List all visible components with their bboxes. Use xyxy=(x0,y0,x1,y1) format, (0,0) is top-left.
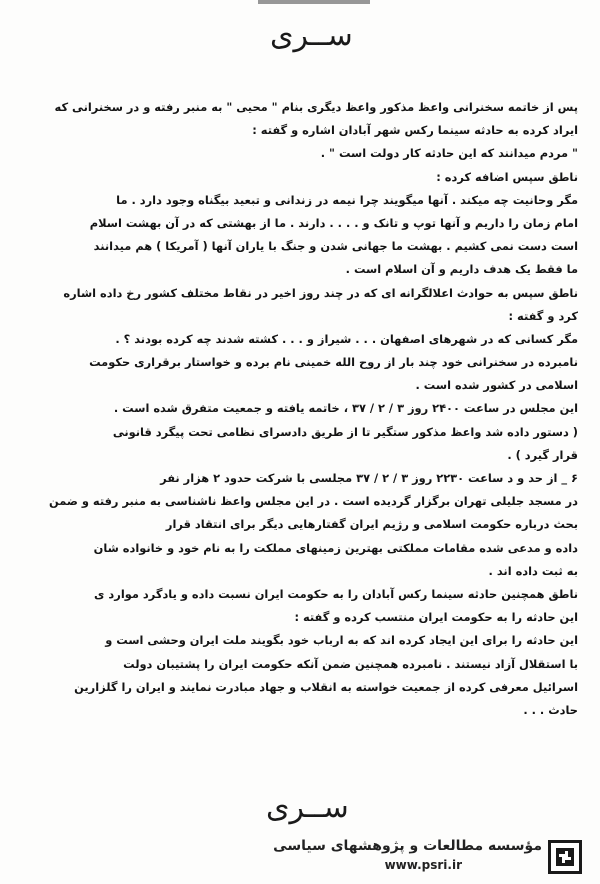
publisher-watermark xyxy=(273,838,582,878)
body-line: بحث درباره حکومت اسلامی و رژیم ایران گفتارهایی دیگر برای انتقاد قرار xyxy=(165,517,578,532)
body-line: " مردم میدانند که این حادثه کار دولت است " . xyxy=(320,146,578,161)
body-line: حادث . . . xyxy=(523,702,578,717)
publisher-name: مؤسسه مطالعات و پژوهشهای سیاسی xyxy=(273,838,542,854)
body-line: این مجلس در ساعت ۲۴۰۰ روز ۳ / ۲ / ۳۷ ، خاتمه یافته و جمعیت متفرق شده است . xyxy=(113,401,578,416)
body-line: ناطق سپس اضافه کرده : xyxy=(436,169,578,184)
body-line: مگر وحانیت چه میکند . آنها میگویند چرا نیمه در زندانی و تبعید بیگناه وجود دارد . ما xyxy=(116,192,578,207)
body-line: ما فقط یک هدف داریم و آن اسلام است . xyxy=(345,262,578,277)
publisher-url[interactable]: www.psri.ir xyxy=(384,858,462,872)
body-line: در مسجد جلیلی تهران برگزار گردیده است . در این مجلس واعظ ناشناسی به منبر رفته و ضمن xyxy=(49,494,578,509)
body-line: با استقلال آزاد نیستند . نامبرده همچنین ضمن آنکه حکومت ایران را پشتیبان دولت xyxy=(123,656,578,671)
body-line: به ثبت داده اند . xyxy=(488,563,578,578)
body-line: ( دستور داده شد واعظ مذکور ستگیر تا از طریق دادسرای نظامی تحت پیگرد قانونی xyxy=(112,424,578,439)
body-line: این حادثه را به حکومت ایران منتسب کرده و گفته : xyxy=(294,610,578,625)
body-line: نامبرده در سخنرانی خود چند بار از روح الله خمینی نام برده و خواستار برقراری حکومت xyxy=(89,355,578,370)
body-line: ناطق سپس به حوادث اعلالگرانه ای که در چند روز اخیر در نقاط مختلف کشور رخ داده اشاره xyxy=(63,285,578,300)
body-line: امام زمان را داریم و آنها توپ و تانک و . . . . دارند . ما از بهشتی که در آن بهشت اسلام xyxy=(89,215,578,230)
top-scan-mark xyxy=(258,0,370,4)
psri-logo-icon xyxy=(548,840,582,874)
header-classification-stamp: ســری xyxy=(270,18,353,53)
body-line: مگر کسانی که در شهرهای اصفهان . . . شیراز و . . . کشته شدند چه کرده بودند ؟ . xyxy=(115,331,578,346)
footer-classification-stamp: ســری xyxy=(266,790,349,825)
document-body xyxy=(30,96,578,722)
body-line: است دست نمی کشیم . بهشت ما جهانی شدن و جنگ با یاران آنها ( آمریکا ) هم میدانند xyxy=(93,239,578,254)
body-line: پس از خاتمه سخنرانی واعظ مذکور واعظ دیگری بنام " محیی " به منبر رفته و در سخنرانی که xyxy=(54,100,578,114)
body-line: ناطق همچنین حادثه سینما رکس آبادان را به حکومت ایران نسبت داده و یادگرد موارد ی xyxy=(94,586,578,601)
body-line: اسلامی در کشور شده است . xyxy=(415,378,578,393)
body-line: اسرائیل معرفی کرده از جمعیت خواسته به انقلاب و جهاد مبادرت نمایند و ایران را گلزارین xyxy=(74,679,578,694)
body-line: داده و مدعی شده مقامات مملکتی بهترین زمینهای مملکت را به نام خود و خانواده شان xyxy=(93,540,578,555)
body-line: قرار گیرد ) . xyxy=(507,447,578,462)
body-line: این حادثه را برای این ایجاد کرده اند که به ارباب خود بگویند ملت ایران وحشی است و xyxy=(105,633,578,648)
body-line: کرد و گفته : xyxy=(508,308,578,323)
body-line: ایراد کرده به حادثه سینما رکس شهر آبادان اشاره و گفته : xyxy=(252,123,578,138)
body-line: ۶ _ از حد و د ساعت ۲۲۳۰ روز ۳ / ۲ / ۳۷ مجلسی با شرکت حدود ۲ هزار نفر xyxy=(160,471,578,485)
